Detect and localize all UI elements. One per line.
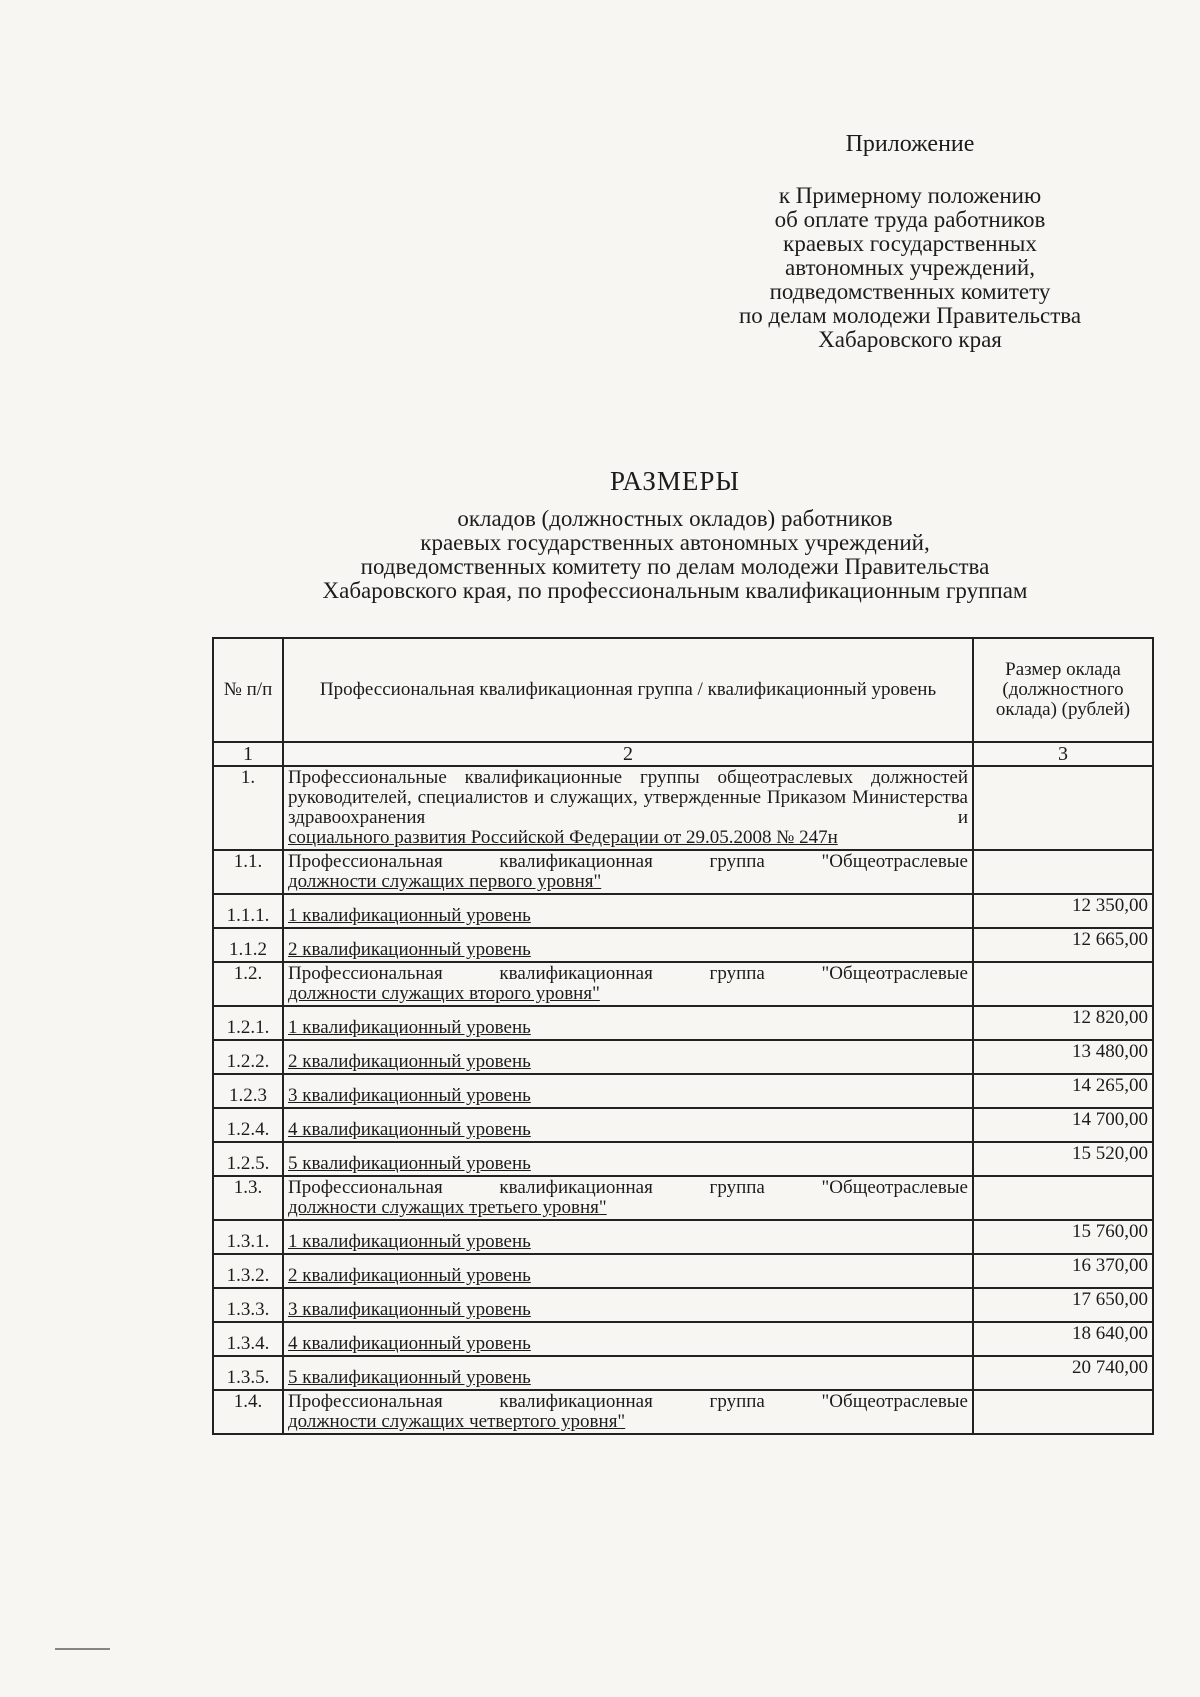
group-row <box>213 766 1153 850</box>
row-number: 1.1.1. <box>213 894 283 928</box>
column-number: 2 <box>283 742 973 766</box>
row-name <box>283 928 973 962</box>
row-name <box>283 1322 973 1356</box>
row-name <box>283 1220 973 1254</box>
row-amount: 17 650,00 <box>973 1288 1153 1322</box>
row-name <box>283 850 973 894</box>
appendix-line: к Примерному положению <box>778 183 1042 208</box>
row-name-text: 4 квалификационный уровень <box>288 1119 531 1140</box>
row-name <box>283 766 973 850</box>
row-name-text: 5 квалификационный уровень <box>288 1153 531 1174</box>
row-name-text: 3 квалификационный уровень <box>288 1085 531 1106</box>
row-name-last-line: должности служащих первого уровня" <box>288 871 602 892</box>
column-number: 3 <box>973 742 1153 766</box>
row-number: 1.1. <box>213 850 283 894</box>
row-name <box>283 1356 973 1390</box>
level-row <box>213 1220 1153 1254</box>
level-row <box>213 1356 1153 1390</box>
row-amount <box>973 766 1153 850</box>
row-number: 1.3.5. <box>213 1356 283 1390</box>
level-row <box>213 1142 1153 1176</box>
row-amount <box>973 850 1153 894</box>
appendix-line: Хабаровского края <box>818 327 1002 352</box>
row-number: 1.3.2. <box>213 1254 283 1288</box>
level-row <box>213 1006 1153 1040</box>
scan-artifact <box>55 1648 110 1650</box>
appendix-block <box>700 132 1120 352</box>
header-amount: Размер оклада (должностного оклада) (рублей) <box>973 638 1153 742</box>
row-name <box>283 1254 973 1288</box>
row-amount: 12 820,00 <box>973 1006 1153 1040</box>
salary-table <box>212 637 1154 1435</box>
level-row <box>213 1074 1153 1108</box>
appendix-line: об оплате труда работников <box>774 207 1046 232</box>
row-name-text: Профессиональная квалификационная группа "Общеотраслевые <box>288 851 968 872</box>
row-name <box>283 1176 973 1220</box>
level-row <box>213 1108 1153 1142</box>
group-row <box>213 1176 1153 1220</box>
group-row <box>213 1390 1153 1434</box>
row-name <box>283 1390 973 1434</box>
appendix-line: краевых государственных <box>783 231 1037 256</box>
row-name <box>283 1074 973 1108</box>
document-subtitle-line: краевых государственных автономных учреждений, <box>420 530 930 555</box>
row-name-text: Профессиональная квалификационная группа "Общеотраслевые <box>288 1177 968 1198</box>
group-row <box>213 850 1153 894</box>
table-header-row <box>213 638 1153 742</box>
row-number: 1.2.4. <box>213 1108 283 1142</box>
document-subtitle-line: подведомственных комитету по делам молодежи Правительства <box>360 554 990 579</box>
appendix-line: подведомственных комитету <box>769 279 1051 304</box>
level-row <box>213 1322 1153 1356</box>
row-name-last-line: должности служащих четвертого уровня" <box>288 1411 626 1432</box>
level-row <box>213 928 1153 962</box>
row-number: 1.3.4. <box>213 1322 283 1356</box>
row-amount: 18 640,00 <box>973 1322 1153 1356</box>
row-number: 1.2.3 <box>213 1074 283 1108</box>
row-amount: 15 760,00 <box>973 1220 1153 1254</box>
level-row <box>213 894 1153 928</box>
row-amount: 16 370,00 <box>973 1254 1153 1288</box>
row-name-text: 1 квалификационный уровень <box>288 905 531 926</box>
level-row <box>213 1288 1153 1322</box>
row-amount <box>973 1176 1153 1220</box>
row-amount: 20 740,00 <box>973 1356 1153 1390</box>
row-number: 1.2.2. <box>213 1040 283 1074</box>
row-name <box>283 1006 973 1040</box>
row-name-last-line: должности служащих второго уровня" <box>288 983 600 1004</box>
row-amount: 12 665,00 <box>973 928 1153 962</box>
row-amount: 12 350,00 <box>973 894 1153 928</box>
row-name-text: 1 квалификационный уровень <box>288 1017 531 1038</box>
row-name <box>283 1108 973 1142</box>
row-amount: 13 480,00 <box>973 1040 1153 1074</box>
row-number: 1.3.3. <box>213 1288 283 1322</box>
row-name <box>283 962 973 1006</box>
appendix-line: по делам молодежи Правительства <box>738 303 1082 328</box>
appendix-heading: Приложение <box>845 131 975 157</box>
row-name <box>283 894 973 928</box>
column-number-row <box>213 742 1153 766</box>
row-amount <box>973 1390 1153 1434</box>
row-number: 1.2. <box>213 962 283 1006</box>
row-number: 1.3.1. <box>213 1220 283 1254</box>
header-number: № п/п <box>213 638 283 742</box>
row-name-last-line: социального развития Российской Федерации от 29.05.2008 № 247н <box>288 827 838 848</box>
group-row <box>213 962 1153 1006</box>
row-name-text: 4 квалификационный уровень <box>288 1333 531 1354</box>
row-amount: 14 265,00 <box>973 1074 1153 1108</box>
document-title: РАЗМЕРЫ <box>610 466 740 496</box>
column-number: 1 <box>213 742 283 766</box>
row-name-text: 3 квалификационный уровень <box>288 1299 531 1320</box>
row-name-text: Профессиональная квалификационная группа "Общеотраслевые <box>288 1391 968 1412</box>
row-name-text: Профессиональная квалификационная группа "Общеотраслевые <box>288 963 968 984</box>
row-number: 1.4. <box>213 1390 283 1434</box>
row-name <box>283 1142 973 1176</box>
row-number: 1. <box>213 766 283 850</box>
row-number: 1.3. <box>213 1176 283 1220</box>
row-number: 1.2.1. <box>213 1006 283 1040</box>
row-number: 1.1.2 <box>213 928 283 962</box>
row-number: 1.2.5. <box>213 1142 283 1176</box>
row-name-text: Профессиональные квалификационные группы общеотраслевых должностей руководителей, специалистов и служащих, утвержденные Приказом Министерства здравоохранения и <box>288 767 968 828</box>
row-name-text: 2 квалификационный уровень <box>288 1265 531 1286</box>
row-name <box>283 1040 973 1074</box>
row-name-last-line: должности служащих третьего уровня" <box>288 1197 607 1218</box>
level-row <box>213 1254 1153 1288</box>
row-amount <box>973 962 1153 1006</box>
row-name <box>283 1288 973 1322</box>
row-name-text: 2 квалификационный уровень <box>288 939 531 960</box>
appendix-line: автономных учреждений, <box>785 255 1035 280</box>
row-amount: 15 520,00 <box>973 1142 1153 1176</box>
document-subtitle-line: Хабаровского края, по профессиональным квалификационным группам <box>322 578 1028 603</box>
document-subtitle-line: окладов (должностных окладов) работников <box>457 506 893 531</box>
row-amount: 14 700,00 <box>973 1108 1153 1142</box>
row-name-text: 2 квалификационный уровень <box>288 1051 531 1072</box>
header-group: Профессиональная квалификационная группа / квалификационный уровень <box>283 638 973 742</box>
document-title-block <box>240 466 1110 603</box>
level-row <box>213 1040 1153 1074</box>
row-name-text: 5 квалификационный уровень <box>288 1367 531 1388</box>
row-name-text: 1 квалификационный уровень <box>288 1231 531 1252</box>
